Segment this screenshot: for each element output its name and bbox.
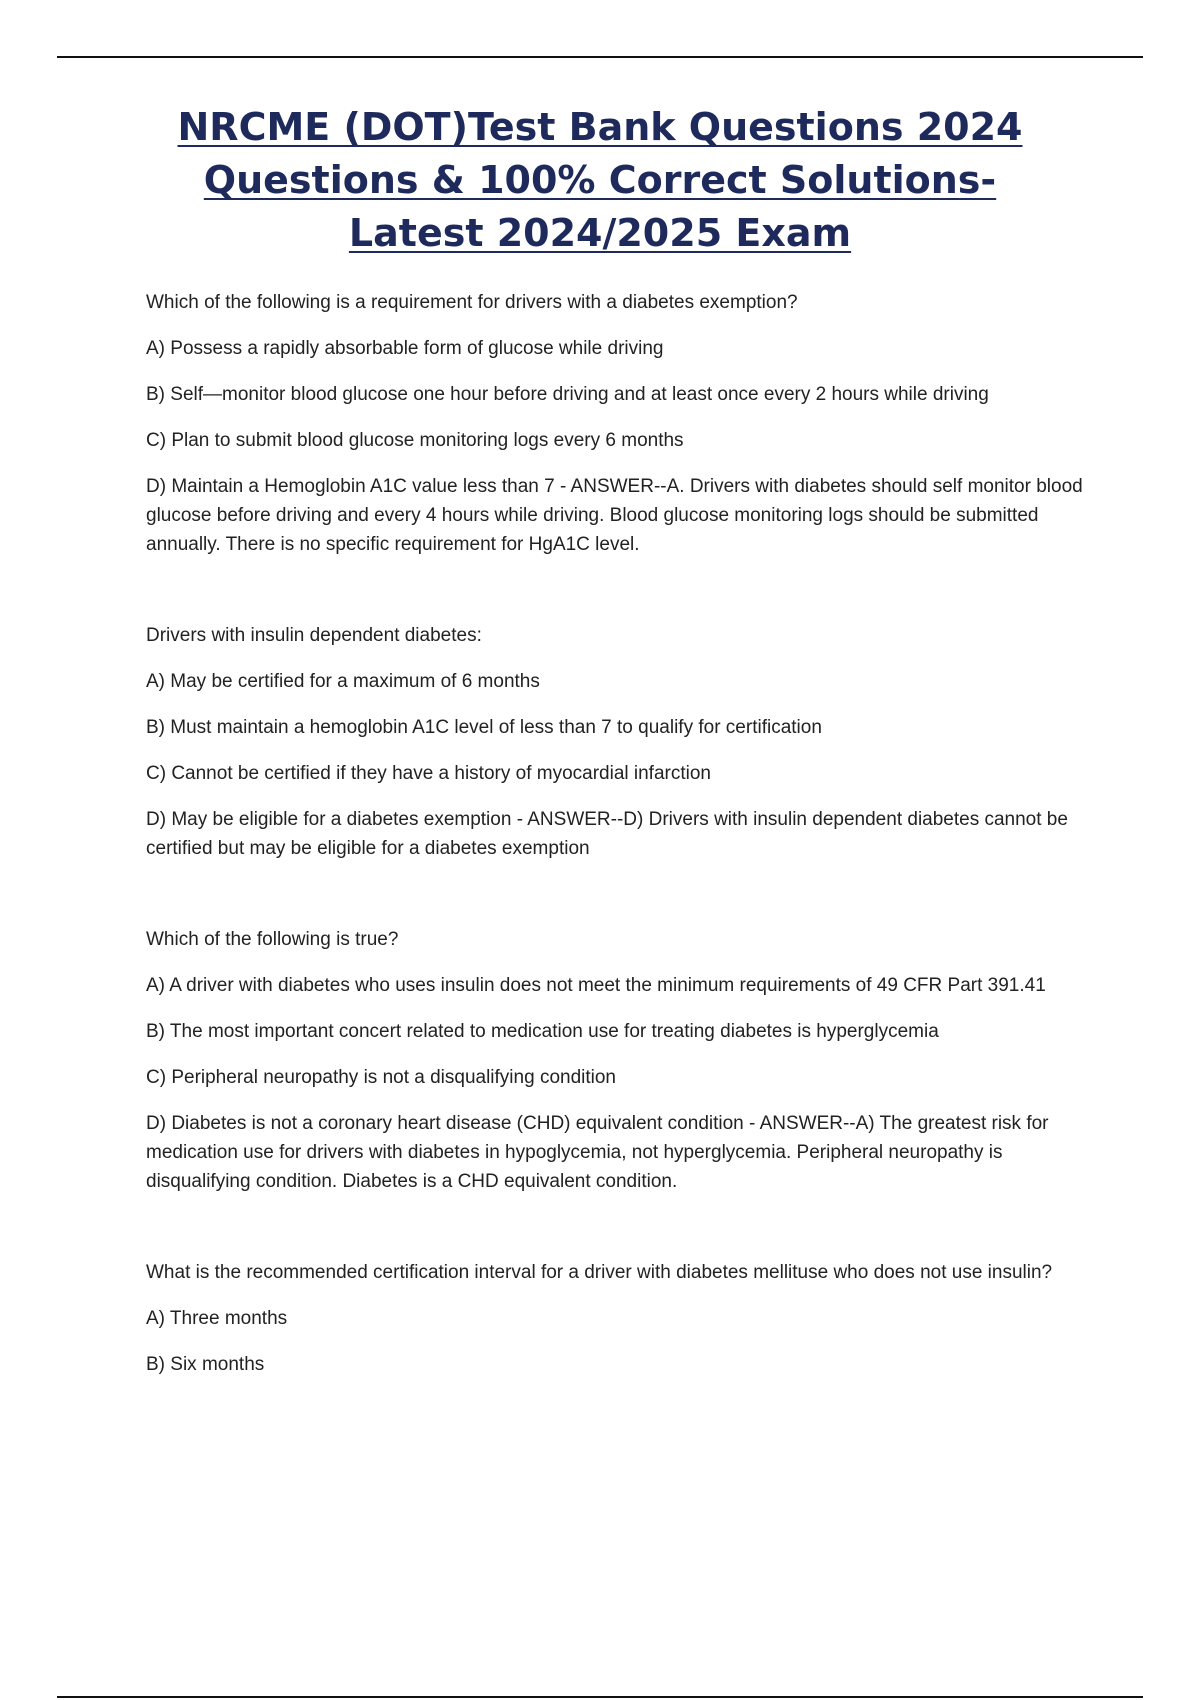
option-d-answer: D) May be eligible for a diabetes exemption - ANSWER--D) Drivers with insulin dependent diabetes cannot be certified but may be eligible for a diabetes exemption bbox=[146, 809, 1068, 859]
option-b: B) Must maintain a hemoglobin A1C level of less than 7 to qualify for certification bbox=[146, 717, 822, 738]
bottom-rule bbox=[57, 1696, 1143, 1698]
option-c: C) Cannot be certified if they have a history of myocardial infarction bbox=[146, 763, 711, 784]
question-text: What is the recommended certification interval for a driver with diabetes mellituse who does not use insulin? bbox=[146, 1262, 1053, 1283]
option-d-answer: D) Diabetes is not a coronary heart disease (CHD) equivalent condition - ANSWER--A) The greatest risk for medication use for drivers with diabetes in hypoglycemia, not hyperglycemia. Peripheral neuropathy is disqualifying condition. Diabetes is a CHD equivalent condition. bbox=[146, 1113, 1049, 1192]
option-b: B) Six months bbox=[146, 1354, 265, 1375]
top-rule bbox=[57, 56, 1143, 58]
option-c: C) Plan to submit blood glucose monitoring logs every 6 months bbox=[146, 430, 684, 451]
option-a: A) A driver with diabetes who uses insulin does not meet the minimum requirements of 49 CFR Part 391.41 bbox=[146, 975, 1046, 996]
question-1 bbox=[146, 288, 1096, 559]
option-b: B) Self—monitor blood glucose one hour before driving and at least once every 2 hours while driving bbox=[146, 384, 989, 405]
question-text: Drivers with insulin dependent diabetes: bbox=[146, 625, 482, 646]
option-b: B) The most important concert related to medication use for treating diabetes is hyperglycemia bbox=[146, 1021, 939, 1042]
question-3 bbox=[146, 925, 1096, 1196]
question-2 bbox=[146, 621, 1096, 863]
question-text: Which of the following is true? bbox=[146, 929, 399, 950]
option-a: A) Three months bbox=[146, 1308, 288, 1329]
option-a: A) Possess a rapidly absorbable form of glucose while driving bbox=[146, 338, 664, 359]
option-c: C) Peripheral neuropathy is not a disqualifying condition bbox=[146, 1067, 616, 1088]
question-text: Which of the following is a requirement for drivers with a diabetes exemption? bbox=[146, 292, 798, 313]
option-a: A) May be certified for a maximum of 6 months bbox=[146, 671, 540, 692]
document-title: NRCME (DOT)Test Bank Questions 2024 Questions & 100% Correct Solutions- Latest 2024/2025 Exam bbox=[177, 105, 1023, 256]
document-body bbox=[146, 288, 1096, 1441]
question-4 bbox=[146, 1258, 1096, 1379]
option-d-answer: D) Maintain a Hemoglobin A1C value less than 7 - ANSWER--A. Drivers with diabetes should self monitor blood glucose before driving and every 4 hours while driving. Blood glucose monitoring logs should be submitted annually. There is no specific requirement for HgA1C level. bbox=[146, 476, 1083, 555]
